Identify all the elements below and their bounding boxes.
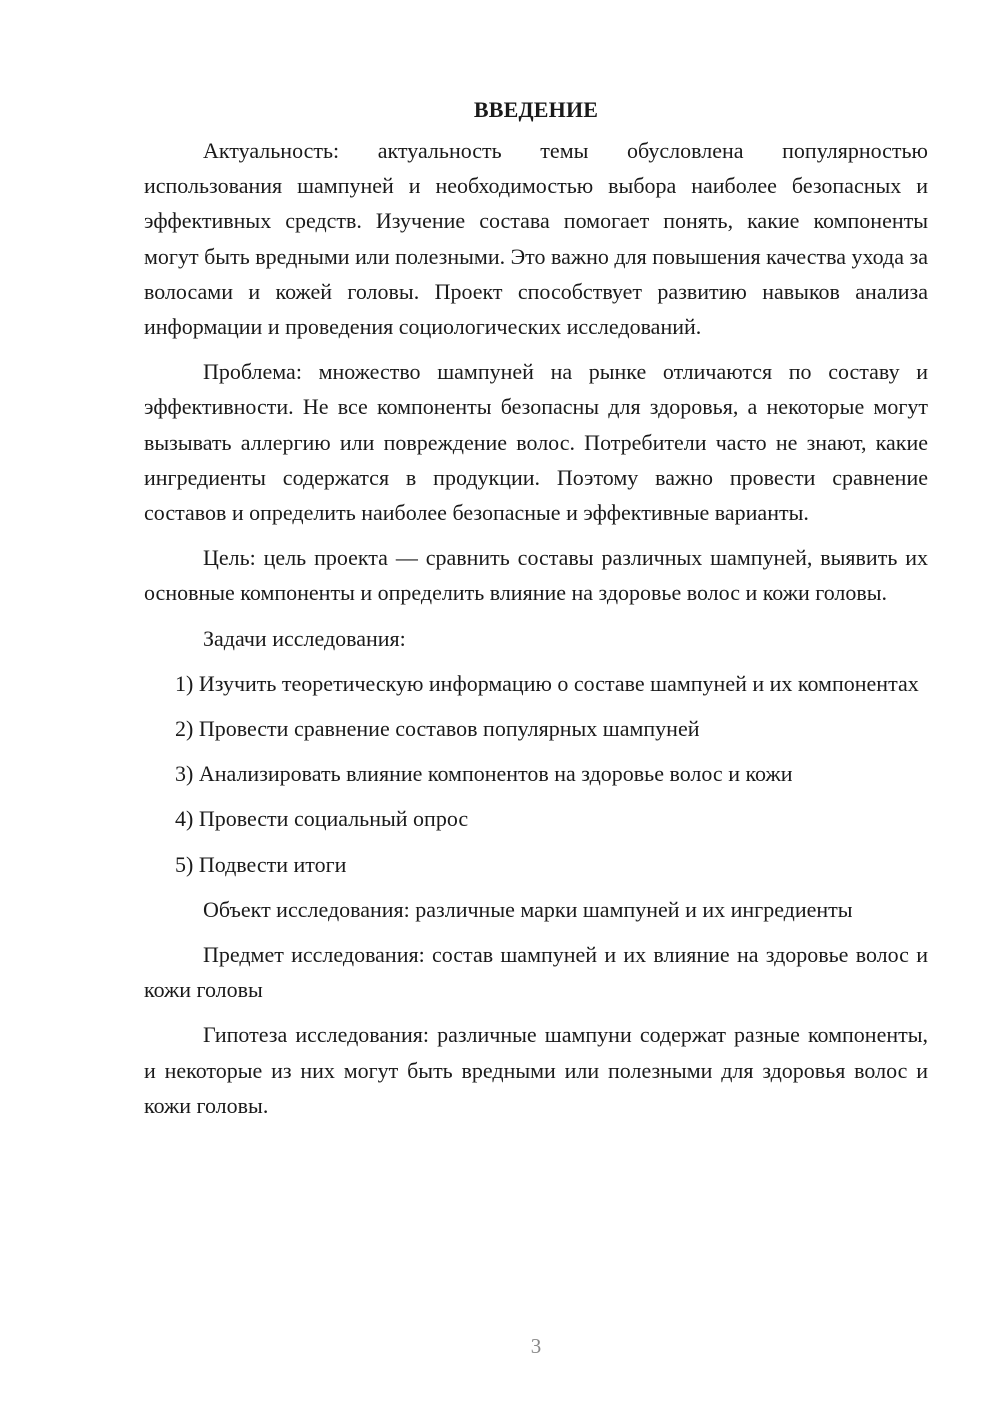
relevance-paragraph: Актуальность: актуальность темы обусловлена популярностью использования шампуней и необходимостью выбора наиболее безопасных и эффективных средств. Изучение состава помогает понять, какие компоненты могут быть вредными или полезными. Это важно для повышения качества ухода за волосами и кожей головы. Проект способствует развитию навыков анализа информации и проведения социологических исследований. (144, 138, 928, 340)
task-item: 1) Изучить теоретическую информацию о составе шампуней и их компонентах (175, 670, 919, 696)
hypothesis-paragraph: Гипотеза исследования: различные шампуни содержат разные компоненты, и некоторые из них могут быть вредными или полезными для здоровья волос и кожи головы. (144, 1022, 928, 1118)
goal-paragraph: Цель: цель проекта — сравнить составы различных шампуней, выявить их основные компоненты и определить влияние на здоровье волос и кожи головы. (144, 545, 928, 606)
tasks-title: Задачи исследования: (203, 625, 406, 651)
subject-paragraph: Предмет исследования: состав шампуней и их влияние на здоровье волос и кожи головы (144, 942, 928, 1003)
section-heading: ВВЕДЕНИЕ (473, 97, 599, 122)
task-item: 5) Подвести итоги (175, 851, 347, 877)
task-item: 3) Анализировать влияние компонентов на здоровье волос и кожи (175, 761, 793, 787)
tasks-list (144, 666, 928, 882)
page-number: 3 (530, 1334, 542, 1358)
task-item: 2) Провести сравнение составов популярных шампуней (175, 716, 700, 742)
task-item: 4) Провести социальный опрос (175, 806, 469, 832)
object-paragraph: Объект исследования: различные марки шампуней и их ингредиенты (203, 896, 853, 922)
page-content (144, 92, 928, 1133)
problem-paragraph: Проблема: множество шампуней на рынке отличаются по составу и эффективности. Не все компоненты безопасны для здоровья, а некоторые могут вызывать аллергию или повреждение волос. Потребители часто не знают, какие ингредиенты содержатся в продукции. Поэтому важно провести сравнение составов и определить наиболее безопасные и эффективные варианты. (144, 359, 928, 526)
